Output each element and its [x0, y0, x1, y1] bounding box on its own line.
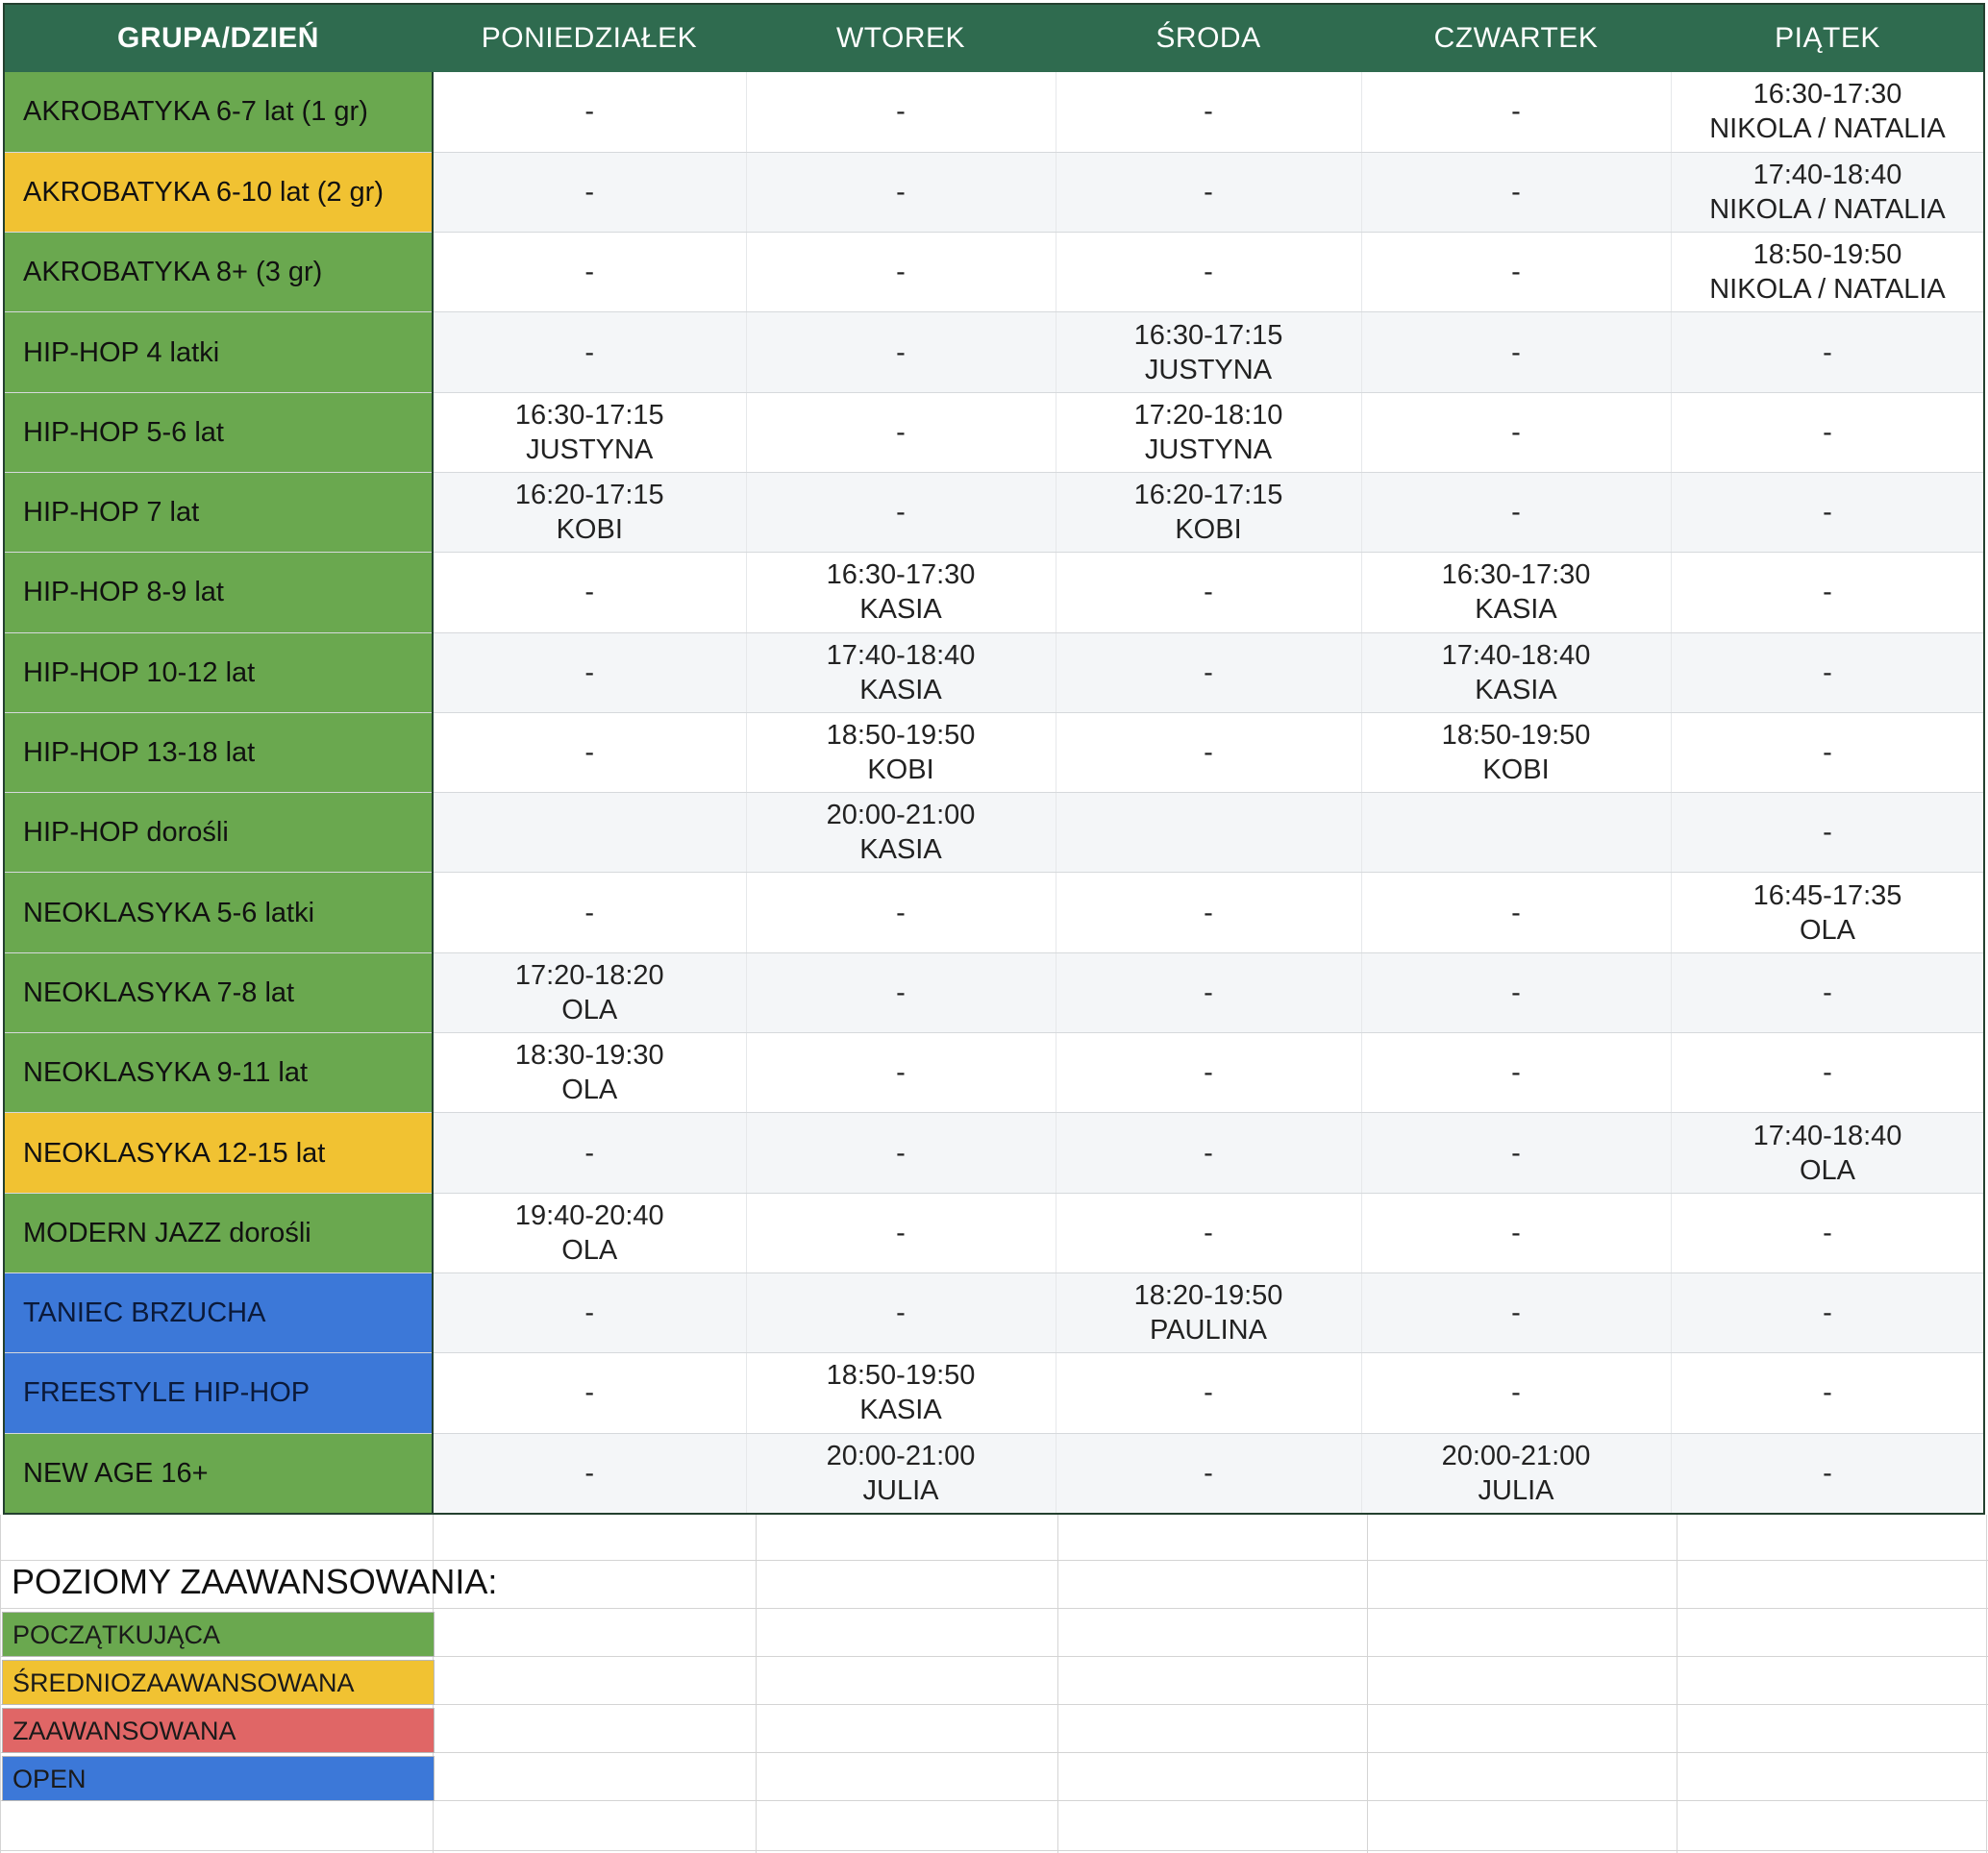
- table-row: [4, 1193, 1984, 1272]
- class-time: -: [896, 176, 906, 208]
- class-time: 16:30-17:15: [514, 399, 664, 431]
- cell-tuesday: [746, 392, 1056, 472]
- class-time: -: [896, 976, 906, 1008]
- group-name: NEW AGE 16+: [4, 1433, 433, 1513]
- group-name: AKROBATYKA 8+ (3 gr): [4, 233, 433, 312]
- cell-tuesday: [746, 712, 1056, 792]
- cell-wednesday: [1056, 1272, 1361, 1352]
- class-time: -: [1204, 1377, 1213, 1409]
- table-row: [4, 1033, 1984, 1113]
- cell-friday: [1671, 712, 1984, 792]
- class-time: 16:30-17:30: [1441, 559, 1591, 591]
- teacher-name: KASIA: [859, 1395, 942, 1426]
- cell-monday: [433, 1272, 746, 1352]
- class-time: -: [1511, 1057, 1521, 1089]
- class-time: -: [1823, 1297, 1832, 1329]
- cell-friday: [1671, 233, 1984, 312]
- cell-wednesday: [1056, 1113, 1361, 1193]
- class-time: -: [1511, 336, 1521, 368]
- table-row: [4, 952, 1984, 1032]
- grid-line: [0, 1515, 1, 1853]
- class-time: -: [584, 1137, 595, 1169]
- cell-wednesday: [1056, 712, 1361, 792]
- cell-thursday: [1361, 712, 1671, 792]
- cell-friday: [1671, 1033, 1984, 1113]
- group-name: TANIEC BRZUCHA: [4, 1272, 433, 1352]
- class-time: -: [584, 737, 595, 769]
- header-day-tuesday: WTOREK: [746, 4, 1056, 72]
- cell-friday: [1671, 392, 1984, 472]
- cell-wednesday: [1056, 553, 1361, 632]
- cell-wednesday: [1056, 72, 1361, 152]
- cell-monday: [433, 1193, 746, 1272]
- legend-poczatkujaca: POCZĄTKUJĄCA: [2, 1612, 435, 1657]
- class-time: -: [584, 1297, 595, 1329]
- cell-friday: [1671, 793, 1984, 873]
- cell-monday: [433, 72, 746, 152]
- class-time: -: [1204, 656, 1213, 688]
- class-time: -: [896, 257, 906, 288]
- class-time: -: [1823, 817, 1832, 849]
- cell-tuesday: [746, 472, 1056, 552]
- cell-thursday: [1361, 632, 1671, 712]
- class-time: -: [1823, 577, 1832, 608]
- cell-tuesday: [746, 1272, 1056, 1352]
- cell-friday: [1671, 72, 1984, 152]
- cell-friday: [1671, 1272, 1984, 1352]
- cell-thursday: [1361, 873, 1671, 952]
- teacher-name: NIKOLA / NATALIA: [1709, 274, 1946, 306]
- header-day-friday: PIĄTEK: [1671, 4, 1984, 72]
- cell-tuesday: [746, 793, 1056, 873]
- teacher-name: NIKOLA / NATALIA: [1709, 113, 1946, 145]
- header-group-day: GRUPA/DZIEŃ: [4, 4, 433, 72]
- class-time: 17:40-18:40: [1441, 639, 1591, 671]
- cell-friday: [1671, 152, 1984, 232]
- cell-tuesday: [746, 952, 1056, 1032]
- group-name: HIP-HOP 10-12 lat: [4, 632, 433, 712]
- teacher-name: PAULINA: [1150, 1315, 1267, 1347]
- cell-thursday: [1361, 1433, 1671, 1513]
- table-row: [4, 472, 1984, 552]
- cell-thursday: [1361, 233, 1671, 312]
- cell-friday: [1671, 1353, 1984, 1433]
- class-time: -: [1823, 1057, 1832, 1089]
- cell-monday: [433, 632, 746, 712]
- class-time: -: [584, 257, 595, 288]
- cell-tuesday: [746, 1033, 1056, 1113]
- class-time: -: [896, 1057, 906, 1089]
- class-time: -: [1204, 257, 1213, 288]
- cell-thursday: [1361, 1272, 1671, 1352]
- cell-tuesday: [746, 233, 1056, 312]
- class-time: 17:40-18:40: [1752, 159, 1902, 190]
- group-name: HIP-HOP 4 latki: [4, 312, 433, 392]
- table-row: [4, 553, 1984, 632]
- cell-monday: [433, 1033, 746, 1113]
- class-time: -: [1511, 1217, 1521, 1248]
- cell-wednesday: [1056, 632, 1361, 712]
- cell-friday: [1671, 1433, 1984, 1513]
- cell-wednesday: [1056, 1353, 1361, 1433]
- group-name: HIP-HOP 13-18 lat: [4, 712, 433, 792]
- cell-tuesday: [746, 72, 1056, 152]
- teacher-name: KOBI: [556, 514, 623, 546]
- class-time: 19:40-20:40: [514, 1199, 664, 1231]
- group-name: NEOKLASYKA 12-15 lat: [4, 1113, 433, 1193]
- table-row: [4, 712, 1984, 792]
- cell-thursday: [1361, 952, 1671, 1032]
- legend-open: OPEN: [2, 1756, 435, 1801]
- class-time: 16:45-17:35: [1752, 879, 1902, 911]
- group-name: HIP-HOP 5-6 lat: [4, 392, 433, 472]
- class-time: -: [1511, 1377, 1521, 1409]
- cell-monday: [433, 152, 746, 232]
- table-row: [4, 1272, 1984, 1352]
- class-time: -: [896, 1297, 906, 1329]
- cell-thursday: [1361, 1193, 1671, 1272]
- teacher-name: JUSTYNA: [1144, 354, 1273, 385]
- table-row: [4, 793, 1984, 873]
- cell-wednesday: [1056, 793, 1361, 873]
- teacher-name: KASIA: [1475, 594, 1557, 626]
- cell-wednesday: [1056, 873, 1361, 952]
- class-time: -: [1204, 976, 1213, 1008]
- cell-tuesday: [746, 553, 1056, 632]
- cell-monday: [433, 312, 746, 392]
- class-time: -: [1511, 976, 1521, 1008]
- class-time: 18:50-19:50: [1441, 720, 1591, 752]
- cell-thursday: [1361, 553, 1671, 632]
- cell-wednesday: [1056, 1433, 1361, 1513]
- cell-wednesday: [1056, 1033, 1361, 1113]
- cell-wednesday: [1056, 312, 1361, 392]
- cell-tuesday: [746, 1353, 1056, 1433]
- cell-thursday: [1361, 72, 1671, 152]
- class-time: -: [1511, 1137, 1521, 1169]
- schedule-body: [4, 72, 1984, 1514]
- cell-friday: [1671, 472, 1984, 552]
- cell-thursday: [1361, 152, 1671, 232]
- cell-thursday: [1361, 472, 1671, 552]
- cell-friday: [1671, 632, 1984, 712]
- class-time: -: [584, 656, 595, 688]
- schedule-table: [4, 4, 1985, 1514]
- grid-line: [1367, 1515, 1368, 1853]
- cell-tuesday: [746, 1113, 1056, 1193]
- cell-tuesday: [746, 632, 1056, 712]
- class-time: -: [584, 577, 595, 608]
- table-row: [4, 72, 1984, 152]
- grid-line: [1057, 1515, 1058, 1853]
- class-time: -: [584, 336, 595, 368]
- cell-friday: [1671, 312, 1984, 392]
- class-time: -: [896, 897, 906, 928]
- table-row: [4, 233, 1984, 312]
- class-time: -: [1204, 577, 1213, 608]
- class-time: 16:30-17:15: [1133, 319, 1283, 351]
- cell-friday: [1671, 1193, 1984, 1272]
- group-name: HIP-HOP 8-9 lat: [4, 553, 433, 632]
- grid-line: [756, 1515, 757, 1853]
- group-name: AKROBATYKA 6-10 lat (2 gr): [4, 152, 433, 232]
- teacher-name: JUSTYNA: [526, 433, 654, 465]
- class-time: 20:00-21:00: [826, 800, 976, 831]
- class-time: -: [1511, 96, 1521, 128]
- table-row: [4, 1433, 1984, 1513]
- class-time: 18:50-19:50: [1752, 239, 1902, 271]
- teacher-name: KASIA: [859, 834, 942, 866]
- cell-friday: [1671, 952, 1984, 1032]
- class-time: 17:20-18:10: [1133, 399, 1283, 431]
- class-time: -: [1204, 1057, 1213, 1089]
- cell-monday: [433, 1353, 746, 1433]
- cell-monday: [433, 712, 746, 792]
- grid-line: [0, 1850, 1988, 1851]
- cell-monday: [433, 233, 746, 312]
- class-time: -: [1204, 737, 1213, 769]
- cell-thursday: [1361, 312, 1671, 392]
- cell-thursday: [1361, 1033, 1671, 1113]
- class-time: -: [1823, 416, 1832, 448]
- cell-tuesday: [746, 312, 1056, 392]
- table-row: [4, 152, 1984, 232]
- class-time: 16:20-17:15: [1133, 480, 1283, 511]
- class-time: -: [584, 897, 595, 928]
- cell-friday: [1671, 1113, 1984, 1193]
- cell-monday: [433, 952, 746, 1032]
- table-row: [4, 1113, 1984, 1193]
- grid-line: [1986, 1515, 1987, 1853]
- group-name: FREESTYLE HIP-HOP: [4, 1353, 433, 1433]
- class-time: 16:30-17:30: [826, 559, 976, 591]
- cell-friday: [1671, 873, 1984, 952]
- class-time: -: [584, 1377, 595, 1409]
- cell-monday: [433, 1433, 746, 1513]
- class-time: 18:20-19:50: [1133, 1280, 1283, 1312]
- class-time: -: [1823, 336, 1832, 368]
- cell-wednesday: [1056, 472, 1361, 552]
- class-time: 18:50-19:50: [826, 1360, 976, 1392]
- class-time: -: [896, 497, 906, 529]
- class-time: -: [584, 96, 595, 128]
- class-time: 16:30-17:30: [1752, 79, 1902, 111]
- teacher-name: KASIA: [859, 594, 942, 626]
- teacher-name: KASIA: [1475, 674, 1557, 705]
- cell-monday: [433, 873, 746, 952]
- cell-wednesday: [1056, 1193, 1361, 1272]
- grid-line: [0, 1560, 1988, 1561]
- class-time: 17:40-18:40: [1752, 1120, 1902, 1151]
- class-time: -: [1204, 1457, 1213, 1489]
- table-row: [4, 392, 1984, 472]
- cell-wednesday: [1056, 392, 1361, 472]
- teacher-name: KOBI: [1482, 754, 1550, 786]
- cell-wednesday: [1056, 152, 1361, 232]
- teacher-name: KOBI: [1175, 514, 1242, 546]
- class-time: 18:30-19:30: [514, 1040, 664, 1072]
- teacher-name: OLA: [561, 1075, 618, 1106]
- class-time: -: [1511, 176, 1521, 208]
- class-time: -: [1511, 497, 1521, 529]
- cell-thursday: [1361, 1353, 1671, 1433]
- teacher-name: JUSTYNA: [1144, 433, 1273, 465]
- class-time: -: [1204, 1137, 1213, 1169]
- cell-wednesday: [1056, 952, 1361, 1032]
- class-time: 17:40-18:40: [826, 639, 976, 671]
- class-time: -: [1823, 1377, 1832, 1409]
- teacher-name: JULIA: [862, 1474, 939, 1506]
- class-time: -: [1823, 1217, 1832, 1248]
- class-time: -: [896, 1137, 906, 1169]
- class-time: -: [584, 1457, 595, 1489]
- class-time: -: [1204, 1217, 1213, 1248]
- class-time: -: [1511, 257, 1521, 288]
- class-time: -: [896, 96, 906, 128]
- class-time: 18:50-19:50: [826, 720, 976, 752]
- cell-thursday: [1361, 793, 1671, 873]
- table-row: [4, 632, 1984, 712]
- class-time: -: [896, 1217, 906, 1248]
- teacher-name: KOBI: [867, 754, 934, 786]
- grid-line: [0, 1608, 1988, 1609]
- class-time: 16:20-17:15: [514, 480, 664, 511]
- class-time: -: [1823, 497, 1832, 529]
- header-day-thursday: CZWARTEK: [1361, 4, 1671, 72]
- table-row: [4, 1353, 1984, 1433]
- cell-thursday: [1361, 392, 1671, 472]
- cell-tuesday: [746, 873, 1056, 952]
- legend-title: POZIOMY ZAAWANSOWANIA:: [12, 1562, 498, 1601]
- class-time: 20:00-21:00: [1441, 1440, 1591, 1471]
- class-time: -: [1823, 737, 1832, 769]
- class-time: 17:20-18:20: [514, 959, 664, 991]
- teacher-name: OLA: [1799, 1154, 1856, 1186]
- header-row: [4, 4, 1984, 72]
- cell-thursday: [1361, 1113, 1671, 1193]
- cell-monday: [433, 1113, 746, 1193]
- class-time: -: [584, 176, 595, 208]
- class-time: -: [896, 416, 906, 448]
- cell-monday: [433, 553, 746, 632]
- cell-monday: [433, 472, 746, 552]
- table-row: [4, 312, 1984, 392]
- header-day-wednesday: ŚRODA: [1056, 4, 1361, 72]
- group-name: NEOKLASYKA 5-6 latki: [4, 873, 433, 952]
- legend-zaawansowana: ZAAWANSOWANA: [2, 1708, 435, 1753]
- teacher-name: JULIA: [1478, 1474, 1554, 1506]
- class-time: 20:00-21:00: [826, 1440, 976, 1471]
- teacher-name: NIKOLA / NATALIA: [1709, 193, 1946, 225]
- cell-friday: [1671, 553, 1984, 632]
- cell-wednesday: [1056, 233, 1361, 312]
- group-name: NEOKLASYKA 9-11 lat: [4, 1033, 433, 1113]
- teacher-name: OLA: [561, 1234, 618, 1266]
- header-day-monday: PONIEDZIAŁEK: [433, 4, 746, 72]
- cell-tuesday: [746, 1433, 1056, 1513]
- class-time: -: [1823, 976, 1832, 1008]
- cell-monday: [433, 392, 746, 472]
- class-time: -: [1511, 897, 1521, 928]
- teacher-name: OLA: [561, 994, 618, 1025]
- teacher-name: OLA: [1799, 914, 1856, 946]
- class-time: -: [896, 336, 906, 368]
- class-time: -: [1204, 176, 1213, 208]
- cell-tuesday: [746, 152, 1056, 232]
- group-name: AKROBATYKA 6-7 lat (1 gr): [4, 72, 433, 152]
- group-name: MODERN JAZZ dorośli: [4, 1193, 433, 1272]
- group-name: HIP-HOP dorośli: [4, 793, 433, 873]
- cell-tuesday: [746, 1193, 1056, 1272]
- table-row: [4, 873, 1984, 952]
- class-time: -: [1204, 897, 1213, 928]
- group-name: HIP-HOP 7 lat: [4, 472, 433, 552]
- legend-sredniozaawansowana: ŚREDNIOZAAWANSOWANA: [2, 1660, 435, 1705]
- class-time: -: [1823, 656, 1832, 688]
- class-time: -: [1823, 1457, 1832, 1489]
- class-time: -: [1511, 416, 1521, 448]
- class-time: -: [1204, 96, 1213, 128]
- group-name: NEOKLASYKA 7-8 lat: [4, 952, 433, 1032]
- cell-monday: [433, 793, 746, 873]
- teacher-name: KASIA: [859, 674, 942, 705]
- class-time: -: [1511, 1297, 1521, 1329]
